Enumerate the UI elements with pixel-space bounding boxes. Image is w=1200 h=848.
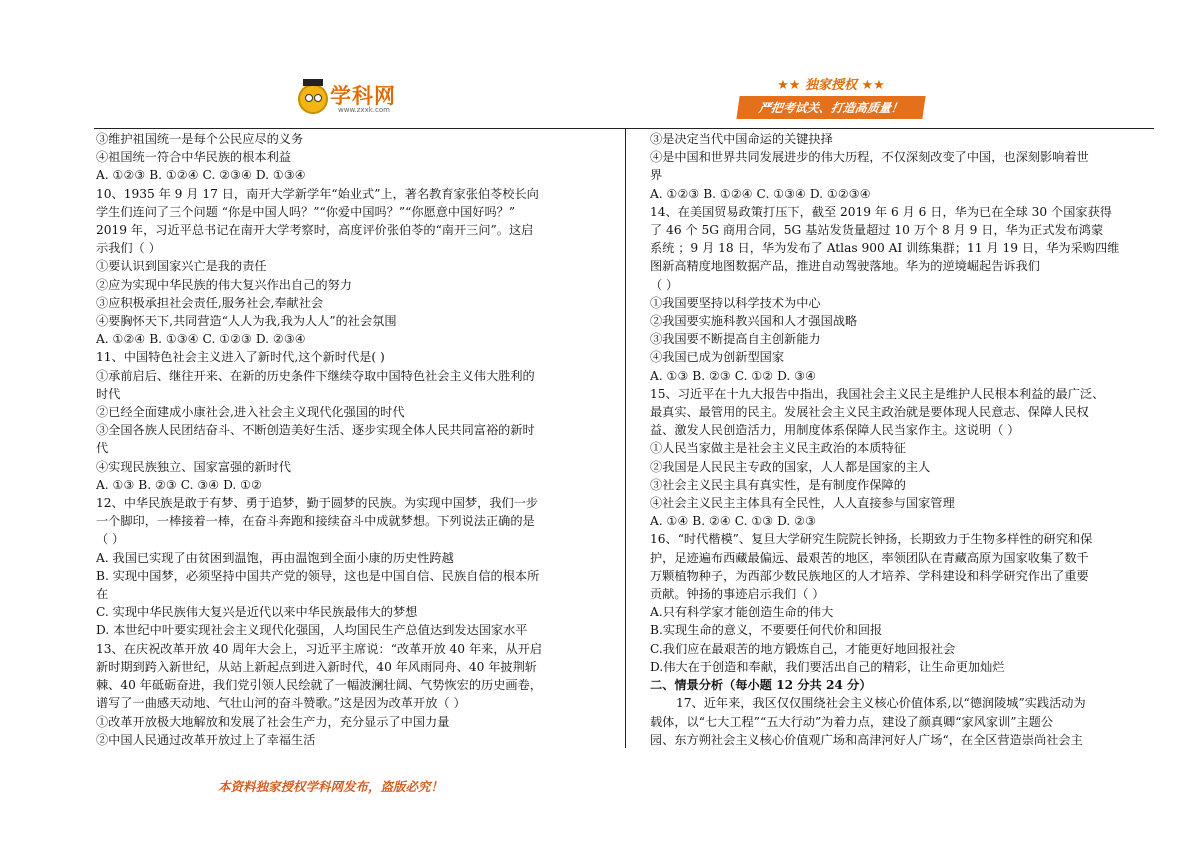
text-line: ①改革开放极大地解放和发展了社会生产力，充分显示了中国力量 [96,714,450,729]
text-line: A. ①②③ B. ①②④ C. ①③④ D. ①②③④ [650,186,871,201]
text-line: ①我国要坚持以科学技术为中心 [650,295,821,310]
header-rule [94,128,1154,129]
text-line: ④实现民族独立、国家富强的新时代 [96,459,291,474]
text-line: D. 本世纪中叶要实现社会主义现代化强国，人均国民生产总值达到发达国家水平 [96,623,528,638]
text-line: ④是中国和世界共同发展进步的伟大历程，不仅深刻改变了中国，也深刻影响着世 [650,150,1089,165]
text-line: ③是决定当代中国命运的关键抉择 [650,132,833,146]
text-line: ①人民当家做主是社会主义民主政治的本质特征 [650,441,906,456]
text-line: A. ①③ B. ②③ C. ①② D. ③④ [650,368,817,383]
text-line: 14、在美国贸易政策打压下，截至 2019 年 6 月 6 日，华为已在全球 30 个国家获得 [650,204,1112,219]
text-line: 11、中国特色社会主义进入了新时代,这个新时代是( ) [96,350,385,365]
text-line: 载体，以“七大工程”“五大行动”为着力点，建设了颜真卿“家风家训”主题公 [650,714,1054,729]
text-line: A. ①④ B. ②④ C. ①③ D. ②③ [650,514,817,529]
text-line: C.我们应在最艰苦的地方锻炼自己，才能更好地回报社会 [650,641,956,656]
text-line: 系统 ；9 月 18 日，华为发布了 Atlas 900 AI 训练集群；11 月 19 日，华为采购四维 [650,241,1120,256]
text-line: ④要胸怀天下,共同营造“人人为我,我为人人”的社会氛围 [96,314,397,329]
text-line: ②我国是人民民主专政的国家，人人都是国家的主人 [650,459,931,474]
text-line: 图新高精度地图数据产品，推进自动驾驶落地。华为的逆境崛起告诉我们 [650,259,1040,274]
text-line: ②已经全面建成小康社会,进入社会主义现代化强国的时代 [96,405,405,420]
text-line: 10、1935 年 9 月 17 日，南开大学新学年“始业式”上，著名教育家张伯苓校长向 [96,186,539,201]
text-line: （ ） [96,532,125,547]
text-line: ④祖国统一符合中华民族的根本利益 [96,150,291,165]
text-line: 新时期到跨入新世纪，从站上新起点到进入新时代，40 年风雨同舟、40 年披荆斩 [96,659,537,674]
text-line: 13、在庆祝改革开放 40 周年大会上，习近平主席说：“改革开放 40 年来，从开启 [96,641,543,656]
text-line: ③社会主义民主具有真实性，是有制度作保障的 [650,477,906,492]
text-line: A. ①③ B. ②③ C. ③④ D. ①② [96,477,263,492]
text-line: A. ①②④ B. ①③④ C. ①②③ D. ②③④ [96,332,306,347]
mascot-icon [298,84,328,114]
text-line: 17、近年来，我区仅仅围绕社会主义核心价值体系,以“德润陵城”实践活动为 [676,696,1086,711]
text-line: 万颗植物种子，为西部少数民族地区的人才培养、学科建设和科学研究作出了重要 [650,568,1089,583]
text-line: A.只有科学家才能创造生命的伟大 [650,605,834,620]
text-line: ②应为实现中华民族的伟大复兴作出自己的努力 [96,277,352,292]
text-line: 15、习近平在十九大报告中指出，我国社会主义民主是维护人民根本利益的最广泛、 [650,386,1105,401]
text-line: ③我国要不断提高自主创新能力 [650,332,821,347]
badge-slogan: 严把考试关、打造高质量！ [736,96,925,119]
logo-url: www.zxxk.com [338,106,390,114]
text-line: ①要认识到国家兴亡是我的责任 [96,259,267,274]
text-line: B.实现生命的意义，不要要任何代价和回报 [650,623,883,638]
text-line: 二、情景分析（每小题 12 分共 24 分） [650,678,872,693]
text-line: （ ） [650,277,679,292]
text-line: A. ①②③ B. ①②④ C. ②③④ D. ①③④ [96,168,306,183]
text-line: ②我国要实施科教兴国和人才强国战略 [650,314,858,329]
xuekewang-logo [298,80,408,116]
text-line: ④我国已成为创新型国家 [650,350,785,365]
text-line: 最真实、最管用的民主。发展社会主义民主政治就是要体现人民意志、保障人民权 [650,405,1089,420]
text-line: 示我们（ ） [96,241,161,256]
text-line: 16、“时代楷模”、复旦大学研究生院院长钟扬，长期致力于生物多样性的研究和保 [650,532,1093,547]
text-line: 益、激发人民创造活力，用制度体系保障人民当家作主。这说明（ ） [650,423,1020,438]
text-line: A. 我国已实现了由贫困到温饱，再由温饱到全面小康的历史性跨越 [96,550,454,565]
text-line: 2019 年，习近平总书记在南开大学考察时，高度评价张伯苓的“南开三问”。这启 [96,223,534,238]
text-line: 了 46 个 5G 商用合同，5G 基站发货量超过 10 万个 8 月 9 日，华为正式发布鸿蒙 [650,223,1104,238]
left-column [96,130,618,749]
text-line: ①承前启后、继往开来、在新的历史条件下继续夺取中国特色社会主义伟大胜利的 [96,368,535,383]
right-column [650,130,1155,749]
column-divider [625,128,626,748]
text-line: ④社会主义民主主体具有全民性，人人直接参与国家管理 [650,496,955,511]
text-line: 界 [650,168,663,183]
text-line: 谱写了一曲感天动地、气壮山河的奋斗赞歌。”这是因为改革开放（ ） [96,696,466,711]
text-line: ③维护祖国统一是每个公民应尽的义务 [96,132,304,146]
exclusive-badge [738,74,924,119]
text-line: 12、中华民族是敢于有梦、勇于追梦，勤于圆梦的民族。为实现中国梦，我们一步 [96,496,539,511]
text-line: 一个脚印，一棒接着一棒，在奋斗奔跑和接续奋斗中成就梦想。下列说法正确的是 [96,514,535,529]
text-line: 贡献。钟扬的事迹启示我们（ ） [650,587,825,602]
text-line: D.伟大在于创造和奉献，我们要活出自己的精彩，让生命更加灿烂 [650,659,1005,674]
badge-title: ★★ 独家授权 ★★ [777,78,885,93]
text-line: C. 实现中华民族伟大复兴是近代以来中华民族最伟大的梦想 [96,605,418,620]
text-line: 在 [96,587,109,602]
text-line: 代 [96,441,109,456]
logo-text: 学科网 [330,84,396,108]
text-line: 学生们连问了三个问题 “你是中国人吗？”“你爱中国吗？”“你愿意中国好吗？” [96,204,516,219]
text-line: B. 实现中国梦，必须坚持中国共产党的领导，这也是中国自信、民族自信的根本所 [96,568,540,583]
text-line: ③全国各族人民团结奋斗、不断创造美好生活、逐步实现全体人民共同富裕的新时 [96,423,535,438]
text-line: 时代 [96,386,121,401]
text-line: 园、东方朔社会主义核心价值观广场和高津河好人广场“，在全区营造崇尚社会主 [650,732,1083,747]
text-line: 护，足迹遍布西藏最偏远、最艰苦的地区，率领团队在青藏高原为国家收集了数千 [650,550,1089,565]
text-line: ③应积极承担社会责任,服务社会,奉献社会 [96,295,324,310]
text-line: 棘、40 年砥砺奋进，我们党引领人民绘就了一幅波澜壮阔、气势恢宏的历史画卷， [96,678,542,693]
copyright-footer: 本资料独家授权学科网发布，盗版必究！ [218,779,444,794]
text-line: ②中国人民通过改革开放过上了幸福生活 [96,732,316,747]
